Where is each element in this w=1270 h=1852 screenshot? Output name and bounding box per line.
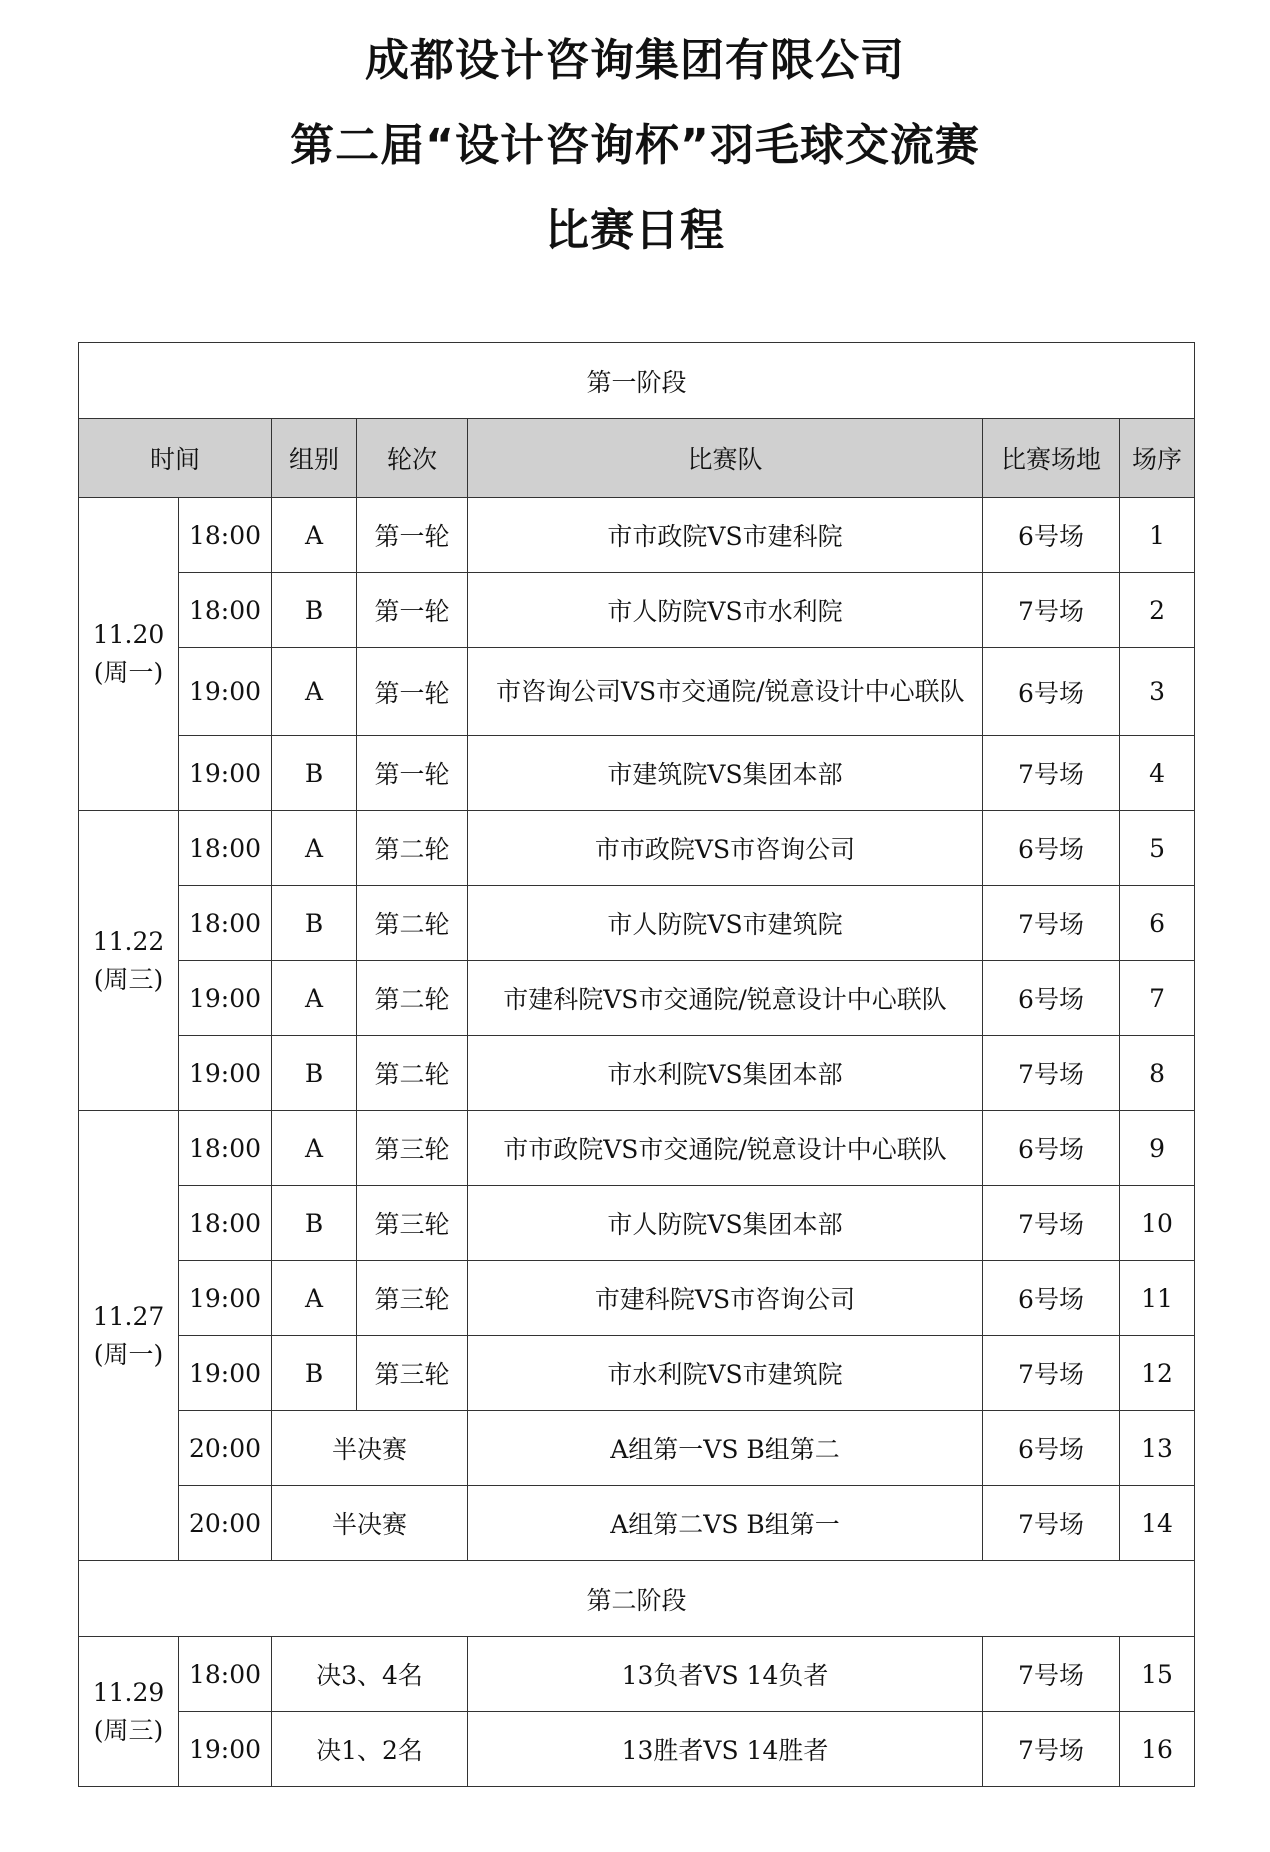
stage-cell: 决1、2名 — [272, 1712, 468, 1787]
time-cell: 19:00 — [179, 961, 272, 1036]
venue-cell: 6号场 — [983, 961, 1120, 1036]
venue-cell: 7号场 — [983, 886, 1120, 961]
group-cell: A — [272, 961, 357, 1036]
time-cell: 19:00 — [179, 1036, 272, 1111]
teams-cell: 市建科院VS市咨询公司 — [468, 1261, 983, 1336]
order-cell: 16 — [1120, 1712, 1195, 1787]
table-row — [79, 1712, 1195, 1787]
time-cell: 18:00 — [179, 1637, 272, 1712]
col-round-header: 轮次 — [357, 419, 468, 498]
round-cell: 第一轮 — [357, 736, 468, 811]
order-cell: 4 — [1120, 736, 1195, 811]
order-cell: 5 — [1120, 811, 1195, 886]
table-row — [79, 648, 1195, 736]
group-cell: A — [272, 811, 357, 886]
date-text: 11.27 — [92, 1301, 165, 1331]
group-cell: A — [272, 1111, 357, 1186]
round-cell: 第一轮 — [357, 573, 468, 648]
round-cell: 第三轮 — [357, 1261, 468, 1336]
order-cell: 12 — [1120, 1336, 1195, 1411]
time-cell: 18:00 — [179, 1111, 272, 1186]
col-order-header: 场序 — [1120, 419, 1195, 498]
venue-cell: 7号场 — [983, 573, 1120, 648]
table-row — [79, 498, 1195, 573]
document-header — [0, 18, 1270, 273]
order-cell: 13 — [1120, 1411, 1195, 1486]
venue-cell: 6号场 — [983, 498, 1120, 573]
table-row — [79, 1186, 1195, 1261]
teams-cell: 13负者VS 14负者 — [468, 1637, 983, 1712]
stage-2-label: 第二阶段 — [79, 1561, 1195, 1637]
group-cell: B — [272, 1336, 357, 1411]
time-cell: 19:00 — [179, 1712, 272, 1787]
time-cell: 18:00 — [179, 811, 272, 886]
time-cell: 20:00 — [179, 1486, 272, 1561]
col-teams-header: 比赛队 — [468, 419, 983, 498]
teams-cell: 市建筑院VS集团本部 — [468, 736, 983, 811]
weekday-text: (周一) — [93, 1339, 164, 1369]
schedule-table — [78, 342, 1195, 1787]
order-cell: 14 — [1120, 1486, 1195, 1561]
group-cell: B — [272, 573, 357, 648]
round-cell: 第一轮 — [357, 498, 468, 573]
stage-cell: 半决赛 — [272, 1411, 468, 1486]
date-cell — [79, 811, 179, 1111]
time-cell: 18:00 — [179, 1186, 272, 1261]
col-venue-header: 比赛场地 — [983, 419, 1120, 498]
table-row — [79, 1637, 1195, 1712]
stage-1-row — [79, 343, 1195, 419]
weekday-text: (周一) — [93, 658, 164, 687]
venue-cell: 7号场 — [983, 1186, 1120, 1261]
stage-cell: 半决赛 — [272, 1486, 468, 1561]
teams-cell: A组第一VS B组第二 — [468, 1411, 983, 1486]
order-cell: 9 — [1120, 1111, 1195, 1186]
order-cell: 1 — [1120, 498, 1195, 573]
venue-cell: 6号场 — [983, 648, 1120, 736]
group-cell: B — [272, 1186, 357, 1261]
order-cell: 15 — [1120, 1637, 1195, 1712]
table-row — [79, 1486, 1195, 1561]
teams-cell: 市市政院VS市交通院/锐意设计中心联队 — [468, 1111, 983, 1186]
group-cell: B — [272, 1036, 357, 1111]
venue-cell: 7号场 — [983, 1712, 1120, 1787]
venue-cell: 7号场 — [983, 1336, 1120, 1411]
stage-2-row — [79, 1561, 1195, 1637]
group-cell: A — [272, 498, 357, 573]
time-cell: 19:00 — [179, 736, 272, 811]
teams-cell: 市水利院VS市建筑院 — [468, 1336, 983, 1411]
order-cell: 11 — [1120, 1261, 1195, 1336]
table-header-row — [79, 419, 1195, 498]
group-cell: A — [272, 1261, 357, 1336]
teams-cell: 市人防院VS集团本部 — [468, 1186, 983, 1261]
event-title: 第二届“设计咨询杯”羽毛球交流赛 — [290, 120, 980, 171]
stage-1-label: 第一阶段 — [79, 343, 1195, 419]
teams-cell: 市建科院VS市交通院/锐意设计中心联队 — [468, 961, 983, 1036]
round-cell: 第二轮 — [357, 961, 468, 1036]
company-title: 成都设计咨询集团有限公司 — [365, 35, 905, 86]
venue-cell: 6号场 — [983, 1411, 1120, 1486]
venue-cell: 7号场 — [983, 1036, 1120, 1111]
order-cell: 3 — [1120, 648, 1195, 736]
col-time-header: 时间 — [79, 419, 272, 498]
teams-cell: 市咨询公司VS市交通院/锐意设计中心联队 — [468, 648, 983, 736]
teams-cell: 市市政院VS市建科院 — [468, 498, 983, 573]
date-cell — [79, 1111, 179, 1561]
group-cell: B — [272, 886, 357, 961]
time-cell: 19:00 — [179, 648, 272, 736]
table-row — [79, 961, 1195, 1036]
group-cell: B — [272, 736, 357, 811]
date-cell — [79, 498, 179, 811]
round-cell: 第三轮 — [357, 1186, 468, 1261]
date-cell — [79, 1637, 179, 1787]
round-cell: 第二轮 — [357, 811, 468, 886]
time-cell: 18:00 — [179, 573, 272, 648]
table-row — [79, 811, 1195, 886]
teams-cell: 市市政院VS市咨询公司 — [468, 811, 983, 886]
time-cell: 18:00 — [179, 886, 272, 961]
stage-cell: 决3、4名 — [272, 1637, 468, 1712]
teams-cell: 市人防院VS市建筑院 — [468, 886, 983, 961]
table-row — [79, 886, 1195, 961]
date-text: 11.20 — [92, 620, 165, 649]
table-row — [79, 1261, 1195, 1336]
table-row — [79, 1336, 1195, 1411]
venue-cell: 6号场 — [983, 1111, 1120, 1186]
time-cell: 20:00 — [179, 1411, 272, 1486]
date-text: 11.22 — [92, 926, 165, 956]
weekday-text: (周三) — [93, 964, 164, 994]
teams-cell: 市人防院VS市水利院 — [468, 573, 983, 648]
weekday-text: (周三) — [93, 1715, 164, 1745]
order-cell: 8 — [1120, 1036, 1195, 1111]
venue-cell: 7号场 — [983, 1637, 1120, 1712]
order-cell: 7 — [1120, 961, 1195, 1036]
time-cell: 19:00 — [179, 1336, 272, 1411]
teams-cell: 市水利院VS集团本部 — [468, 1036, 983, 1111]
teams-cell: 13胜者VS 14胜者 — [468, 1712, 983, 1787]
schedule-title: 比赛日程 — [545, 205, 725, 256]
col-group-header: 组别 — [272, 419, 357, 498]
round-cell: 第一轮 — [357, 648, 468, 736]
venue-cell: 7号场 — [983, 736, 1120, 811]
order-cell: 10 — [1120, 1186, 1195, 1261]
table-row — [79, 1411, 1195, 1486]
group-cell: A — [272, 648, 357, 736]
time-cell: 18:00 — [179, 498, 272, 573]
order-cell: 6 — [1120, 886, 1195, 961]
round-cell: 第二轮 — [357, 1036, 468, 1111]
round-cell: 第三轮 — [357, 1336, 468, 1411]
teams-cell: A组第二VS B组第一 — [468, 1486, 983, 1561]
round-cell: 第三轮 — [357, 1111, 468, 1186]
round-cell: 第二轮 — [357, 886, 468, 961]
table-row — [79, 1111, 1195, 1186]
table-row — [79, 1036, 1195, 1111]
venue-cell: 6号场 — [983, 1261, 1120, 1336]
date-text: 11.29 — [92, 1677, 165, 1707]
order-cell: 2 — [1120, 573, 1195, 648]
time-cell: 19:00 — [179, 1261, 272, 1336]
table-row — [79, 573, 1195, 648]
venue-cell: 6号场 — [983, 811, 1120, 886]
venue-cell: 7号场 — [983, 1486, 1120, 1561]
table-row — [79, 736, 1195, 811]
